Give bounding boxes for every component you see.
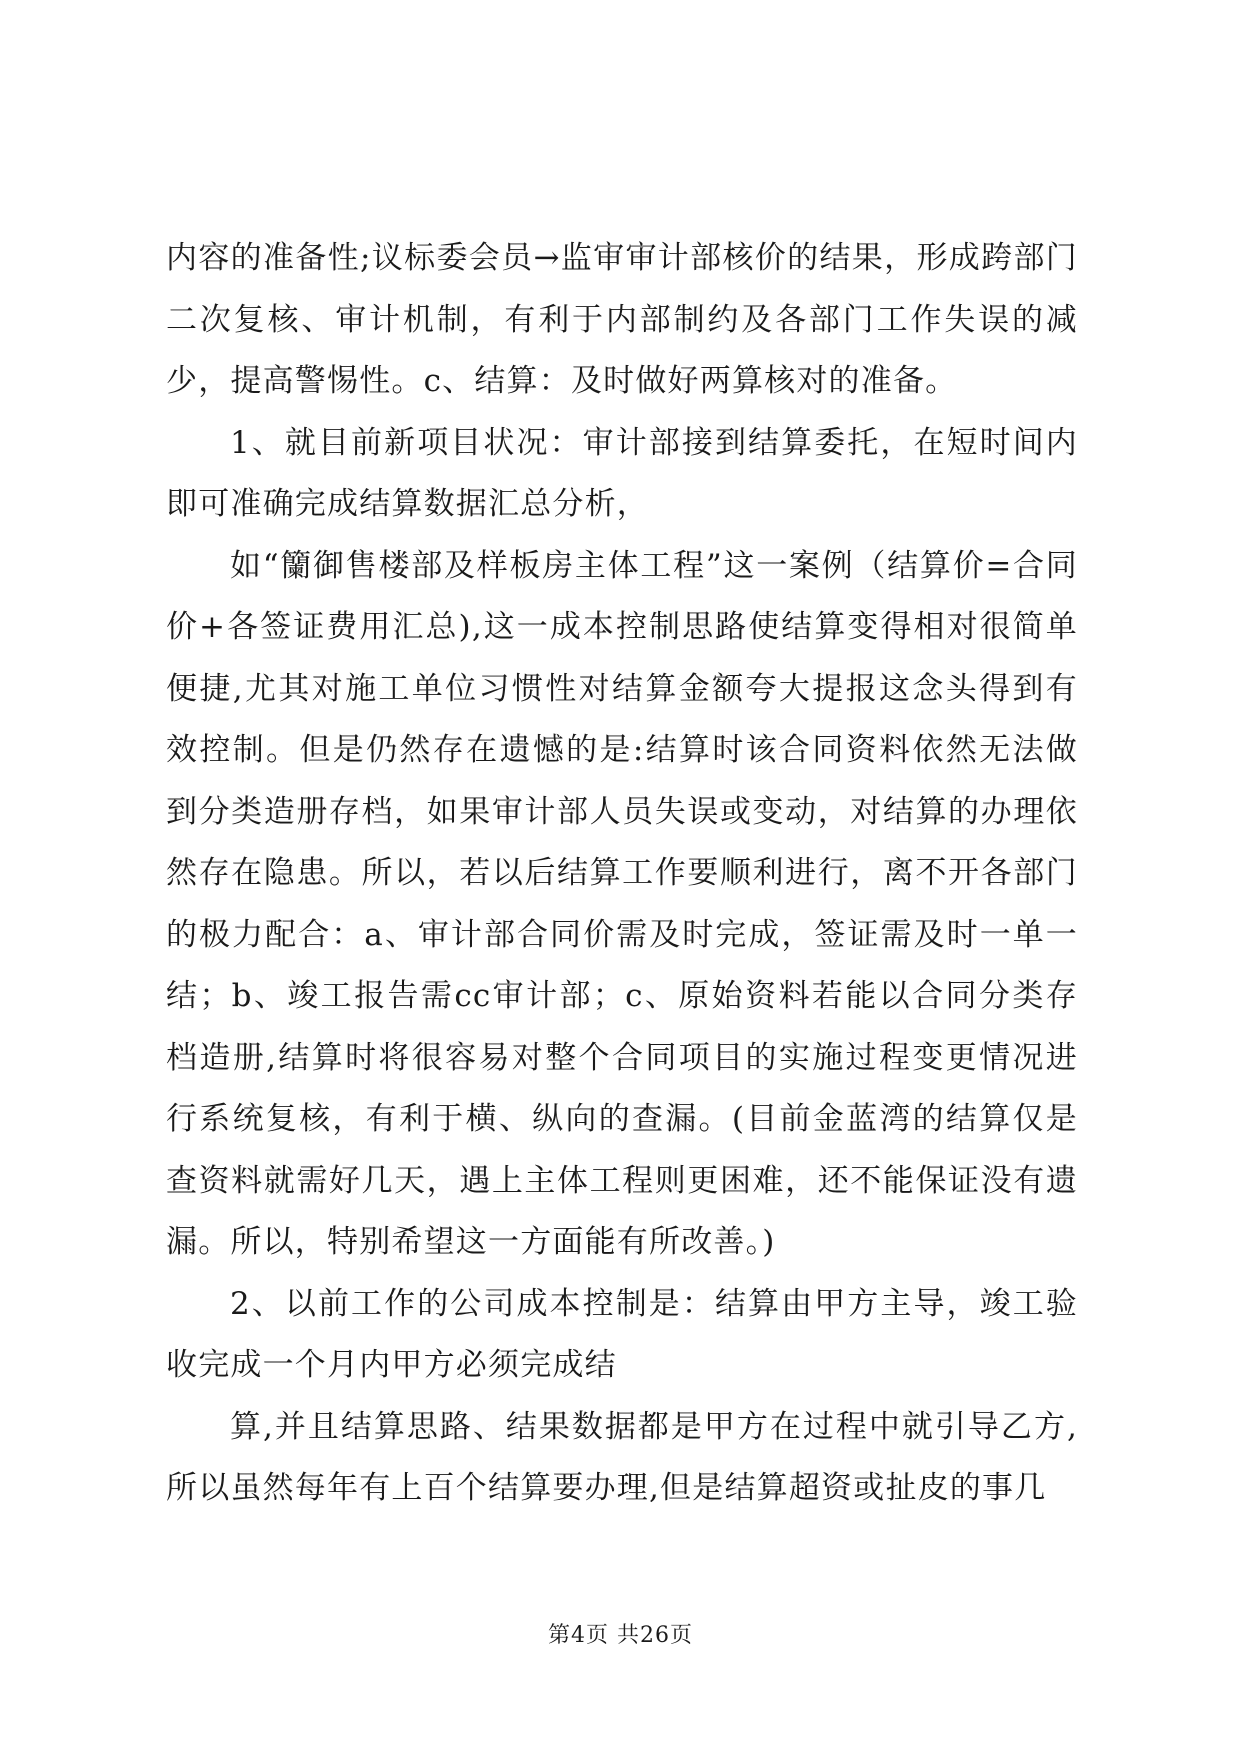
body-text	[166, 228, 1078, 1520]
page-footer: 第4页 共26页	[548, 1623, 693, 1648]
paragraph-4: 2、以前工作的公司成本控制是：结算由甲方主导，竣工验收完成一个月内甲方必须完成结	[166, 1285, 1078, 1383]
paragraph-2: 1、就目前新项目状况：审计部接到结算委托，在短时间内即可准确完成结算数据汇总分析，	[166, 424, 1078, 522]
paragraph-1: 内容的准备性;议标委会员→监审审计部核价的结果，形成跨部门二次复核、审计机制，有利于内部制约及各部门工作失误的减少，提高警惕性。c、结算：及时做好两算核对的准备。	[166, 240, 1078, 399]
paragraph-5: 算,并且结算思路、结果数据都是甲方在过程中就引导乙方,所以虽然每年有上百个结算要办理,但是结算超资或扯皮的事几	[166, 1408, 1078, 1506]
paragraph-3: 如“籣御售楼部及样板房主体工程”这一案例（结算价=合同价+各签证费用汇总),这一成本控制思路使结算变得相对很简单便捷,尤其对施工单位习惯性对结算金额夸大提报这念头得到有效控制。但是仍然存在遗憾的是:结算时该合同资料依然无法做到分类造册存档，如果审计部人员失误或变动，对结算的办理依然存在隐患。所以，若以后结算工作要顺利进行，离不开各部门的极力配合：a、审计部合同价需及时完成，签证需及时一单一结；b、竣工报告需cc审计部；c、原始资料若能以合同分类存档造册,结算时将很容易对整个合同项目的实施过程变更情况进行系统复核，有利于横、纵向的查漏。(目前金蓝湾的结算仅是查资料就需好几天，遇上主体工程则更困难，还不能保证没有遗漏。所以，特别希望这一方面能有所改善。)	[166, 547, 1078, 1260]
